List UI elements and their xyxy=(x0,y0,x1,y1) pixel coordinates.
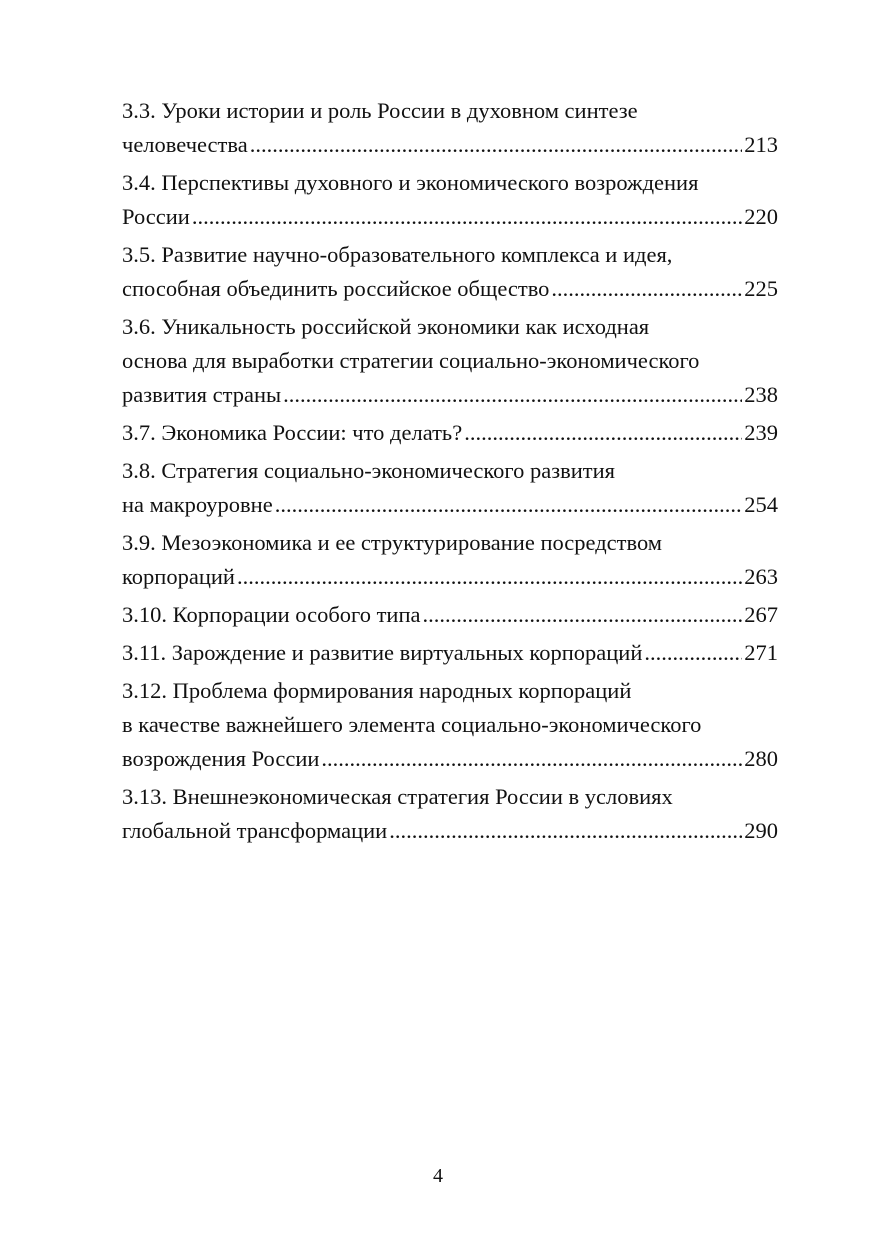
page-number: 4 xyxy=(433,1165,443,1187)
dot-leader xyxy=(464,416,742,450)
toc-entry-title-end: человечества xyxy=(122,132,248,157)
table-of-contents xyxy=(122,94,778,852)
toc-entry-title-end: возрождения России xyxy=(122,746,320,771)
dot-leader xyxy=(237,560,742,594)
toc-entry xyxy=(122,598,778,632)
dot-leader xyxy=(389,814,742,848)
toc-entry xyxy=(122,526,778,594)
toc-entry-page: 290 xyxy=(744,818,778,843)
dot-leader xyxy=(422,598,742,632)
toc-entry-title-line: 3.12. Проблема формирования народных корпораций xyxy=(122,678,632,703)
toc-entry-last-line xyxy=(122,636,778,670)
toc-entry-title-end: 3.10. Корпорации особого типа xyxy=(122,602,421,627)
toc-entry-title-line: 3.4. Перспективы духовного и экономического возрождения xyxy=(122,170,699,195)
toc-entry-page: 280 xyxy=(744,746,778,771)
toc-entry-page: 271 xyxy=(744,640,778,665)
toc-entry xyxy=(122,780,778,848)
dot-leader xyxy=(283,378,742,412)
toc-entry xyxy=(122,454,778,522)
dot-leader xyxy=(275,488,743,522)
toc-entry-last-line xyxy=(122,488,778,522)
toc-entry-title-end: 3.7. Экономика России: что делать? xyxy=(122,420,463,445)
dot-leader xyxy=(192,200,742,234)
toc-entry-title-end: 3.11. Зарождение и развитие виртуальных корпораций xyxy=(122,640,643,665)
toc-entry-title-end: России xyxy=(122,204,190,229)
dot-leader xyxy=(250,128,743,162)
toc-entry-title-end: глобальной трансформации xyxy=(122,818,388,843)
toc-entry-page: 213 xyxy=(744,132,778,157)
toc-entry-title-end: корпораций xyxy=(122,564,235,589)
toc-entry xyxy=(122,310,778,412)
toc-entry xyxy=(122,636,778,670)
dot-leader xyxy=(321,742,742,776)
toc-entry-last-line xyxy=(122,742,778,776)
toc-entry-title-end: развития страны xyxy=(122,382,282,407)
toc-entry xyxy=(122,674,778,776)
toc-entry-title-line: 3.9. Мезоэкономика и ее структурирование посредством xyxy=(122,530,663,555)
toc-entry-last-line xyxy=(122,598,778,632)
toc-entry-title-line: 3.5. Развитие научно-образовательного комплекса и идея, xyxy=(122,242,673,267)
toc-entry-last-line xyxy=(122,416,778,450)
toc-entry xyxy=(122,238,778,306)
toc-entry-last-line xyxy=(122,272,778,306)
toc-entry xyxy=(122,166,778,234)
toc-entry-title-line: 3.6. Уникальность российской экономики как исходная xyxy=(122,314,650,339)
toc-entry-page: 254 xyxy=(744,492,778,517)
toc-entry-title-end: способная объединить российское общество xyxy=(122,276,550,301)
toc-entry-last-line xyxy=(122,814,778,848)
toc-entry xyxy=(122,416,778,450)
toc-entry-title-line: 3.3. Уроки истории и роль России в духовном синтезе xyxy=(122,98,638,123)
dot-leader xyxy=(644,636,742,670)
toc-entry-last-line xyxy=(122,378,778,412)
toc-entry-title-line: основа для выработки стратегии социально-экономического xyxy=(122,348,700,373)
toc-entry-page: 238 xyxy=(744,382,778,407)
toc-entry-page: 225 xyxy=(744,276,778,301)
dot-leader xyxy=(551,272,742,306)
toc-entry xyxy=(122,94,778,162)
toc-entry-page: 239 xyxy=(744,420,778,445)
toc-entry-page: 220 xyxy=(744,204,778,229)
toc-entry-last-line xyxy=(122,560,778,594)
toc-entry-last-line xyxy=(122,200,778,234)
toc-entry-title-end: на макроуровне xyxy=(122,492,273,517)
toc-entry-page: 263 xyxy=(744,564,778,589)
toc-entry-title-line: 3.13. Внешнеэкономическая стратегия России в условиях xyxy=(122,784,673,809)
toc-entry-title-line: 3.8. Стратегия социально-экономического развития xyxy=(122,458,615,483)
toc-entry-page: 267 xyxy=(744,602,778,627)
toc-entry-title-line: в качестве важнейшего элемента социально-экономического xyxy=(122,712,702,737)
toc-entry-last-line xyxy=(122,128,778,162)
